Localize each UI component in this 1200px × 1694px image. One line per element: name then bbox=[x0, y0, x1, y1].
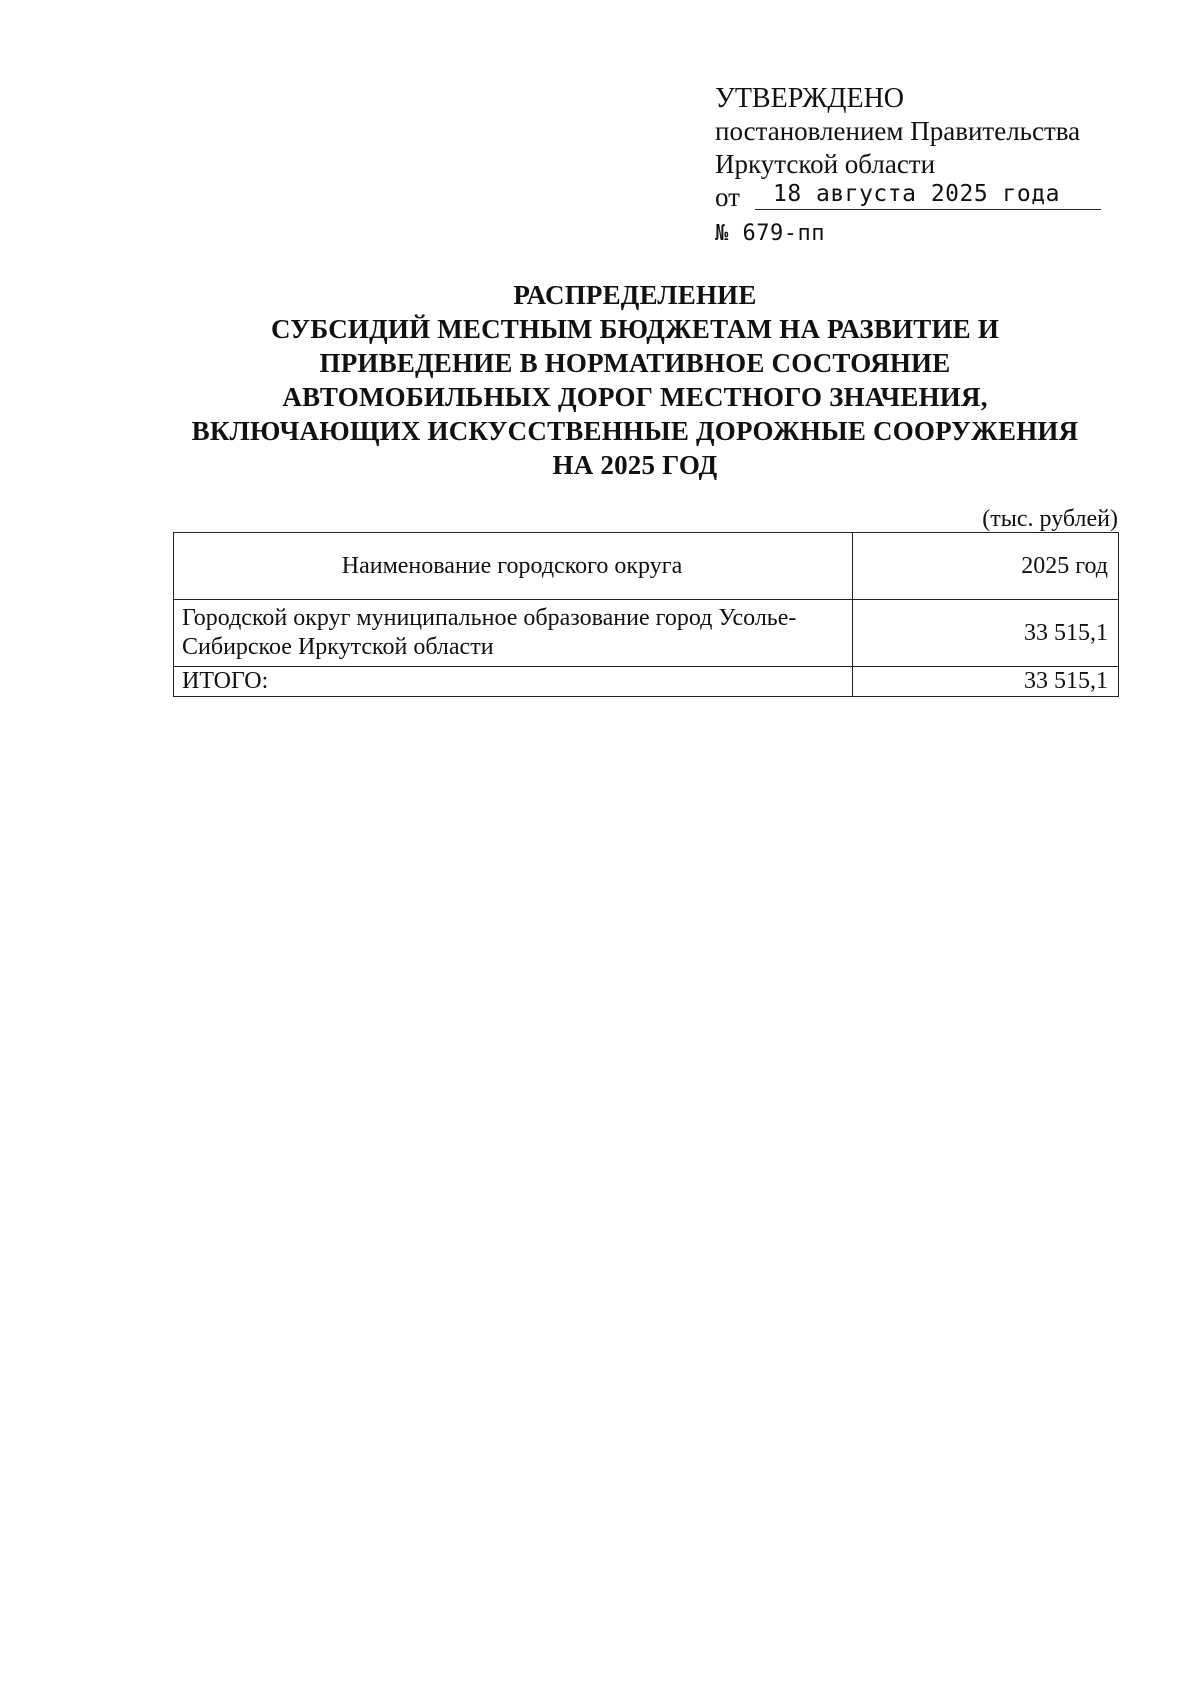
approval-number: № 679-пп bbox=[715, 221, 825, 246]
header-year: 2025 год bbox=[853, 533, 1119, 600]
total-value: 33 515,1 bbox=[853, 667, 1119, 697]
title-line: ВКЛЮЧАЮЩИХ ИСКУССТВЕННЫЕ ДОРОЖНЫЕ СООРУЖЕНИЯ bbox=[191, 416, 1079, 446]
title-line: СУБСИДИЙ МЕСТНЫМ БЮДЖЕТАМ НА РАЗВИТИЕ И bbox=[270, 314, 1000, 344]
approved-stamp: УТВЕРЖДЕНО bbox=[715, 83, 905, 114]
approval-line-region: Иркутской области bbox=[715, 149, 936, 179]
table-row bbox=[174, 600, 1119, 667]
table-header-row bbox=[174, 533, 1119, 600]
approval-block bbox=[715, 82, 1105, 249]
row-name-line: Городской округ муниципальное образование город Усолье- bbox=[182, 605, 797, 631]
approval-date-row bbox=[715, 181, 1105, 217]
distribution-table bbox=[173, 532, 1119, 697]
row-value: 33 515,1 bbox=[853, 600, 1119, 667]
title-line: ПРИВЕДЕНИЕ В НОРМАТИВНОЕ СОСТОЯНИЕ bbox=[319, 348, 951, 378]
total-label: ИТОГО: bbox=[174, 667, 853, 697]
table-total-row bbox=[174, 667, 1119, 697]
document-title bbox=[150, 278, 1120, 482]
title-line: РАСПРЕДЕЛЕНИЕ bbox=[513, 280, 757, 310]
title-line: НА 2025 ГОД bbox=[552, 450, 718, 480]
approval-line-resolution: постановлением Правительства bbox=[715, 116, 1081, 146]
unit-label: (тыс. рублей) bbox=[982, 506, 1118, 532]
approval-date: 18 августа 2025 года bbox=[755, 179, 1101, 210]
header-name: Наименование городского округа bbox=[174, 533, 853, 600]
title-line: АВТОМОБИЛЬНЫХ ДОРОГ МЕСТНОГО ЗНАЧЕНИЯ, bbox=[282, 382, 988, 412]
row-name-line: Сибирское Иркутской области bbox=[182, 634, 494, 660]
date-prefix: от bbox=[715, 182, 740, 212]
row-name-cell bbox=[174, 600, 853, 667]
